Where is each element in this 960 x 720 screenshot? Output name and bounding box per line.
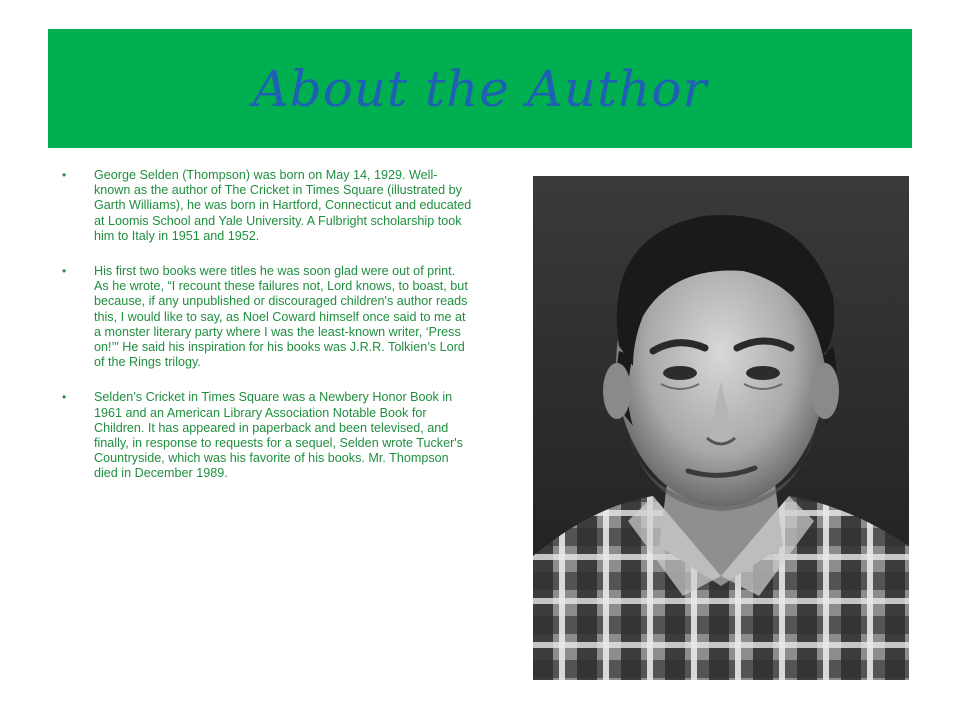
author-portrait-image	[533, 176, 909, 680]
bullet-icon: •	[62, 390, 67, 405]
bullet-text: Selden’s Cricket in Times Square was a Newbery Honor Book in 1961 and an American Library Association Notable Book for Children. It has appeared in paperback and been televised, and finally, in response to requests for a sequel, Selden wrote Tucker's Countryside, which was his favorite of his books. Mr. Thompson died in December 1989.	[94, 390, 463, 481]
bullet-text: George Selden (Thompson) was born on May 14, 1929. Well-known as the author of The Cricket in Times Square (illustrated by Garth Williams), he was born in Hartford, Connecticut and educated at Loomis School and Yale University. A Fulbright scholarship took him to Italy in 1951 and 1952.	[94, 168, 472, 243]
title-bar	[48, 29, 912, 148]
list-item	[62, 264, 472, 370]
slide-title: About the Author	[252, 59, 708, 118]
bullet-icon: •	[62, 168, 67, 182]
bullet-list	[62, 168, 472, 502]
bullet-icon: •	[62, 264, 67, 279]
list-item	[62, 390, 472, 481]
author-photo	[533, 176, 909, 680]
list-item	[62, 168, 472, 244]
bullet-text: His first two books were titles he was soon glad were out of print. As he wrote, “I recount these failures not, Lord knows, to boast, but because, if any unpublished or discouraged children's author reads this, I would like to say, as Noel Coward himself once said to me at a monster literary party where I was the least-known writer, ‘Press on!’" He said his inspiration for his books was J.R.R. Tolkien’s Lord of the Rings trilogy.	[94, 264, 468, 370]
